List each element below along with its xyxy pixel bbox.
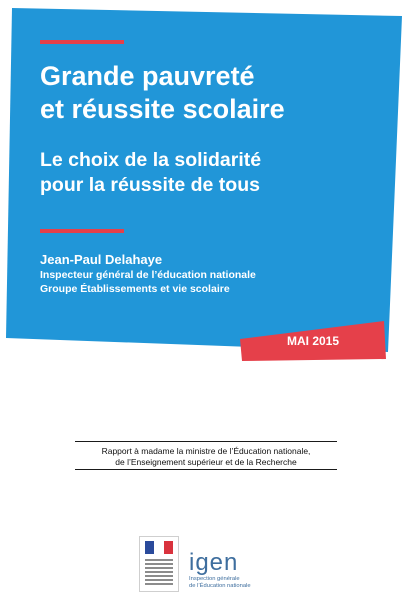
report-rule-bottom	[75, 469, 337, 470]
igen-logo-subtitle-line2: de l’Éducation nationale	[189, 583, 251, 589]
decorative-red-bar-middle	[40, 229, 124, 233]
author-role-1: Inspecteur général de l’éducation nationale	[40, 269, 256, 281]
author-role-2: Groupe Établissements et vie scolaire	[40, 283, 230, 295]
igen-logo-subtitle-line1: Inspection générale	[189, 576, 240, 582]
report-recipient	[60, 446, 352, 468]
cover-subtitle-line2: pour la réussite de tous	[40, 174, 260, 196]
author-name: Jean-Paul Delahaye	[40, 252, 163, 267]
decorative-red-bar-top	[40, 40, 124, 44]
marianne-flag-icon	[145, 541, 173, 554]
igen-logo-word: igen	[189, 549, 239, 576]
ministry-logo-text-lines	[145, 559, 173, 587]
cover-subtitle	[40, 148, 380, 198]
cover-title-line1: Grande pauvreté	[40, 61, 255, 91]
cover-title	[40, 60, 380, 126]
date-badge	[240, 321, 386, 361]
author-block	[40, 252, 360, 296]
ministry-logo	[139, 536, 179, 592]
report-rule-top	[75, 441, 337, 442]
cover-subtitle-line1: Le choix de la solidarité	[40, 149, 262, 171]
cover-title-line2: et réussite scolaire	[40, 94, 285, 124]
report-recipient-line1: Rapport à madame la ministre de l’Éducation nationale,	[101, 446, 311, 456]
igen-logo	[189, 550, 289, 590]
report-recipient-line2: de l’Enseignement supérieur et de la Recherche	[115, 457, 297, 467]
publication-date: MAI 2015	[286, 334, 340, 348]
igen-logo-subtitle	[189, 576, 289, 590]
